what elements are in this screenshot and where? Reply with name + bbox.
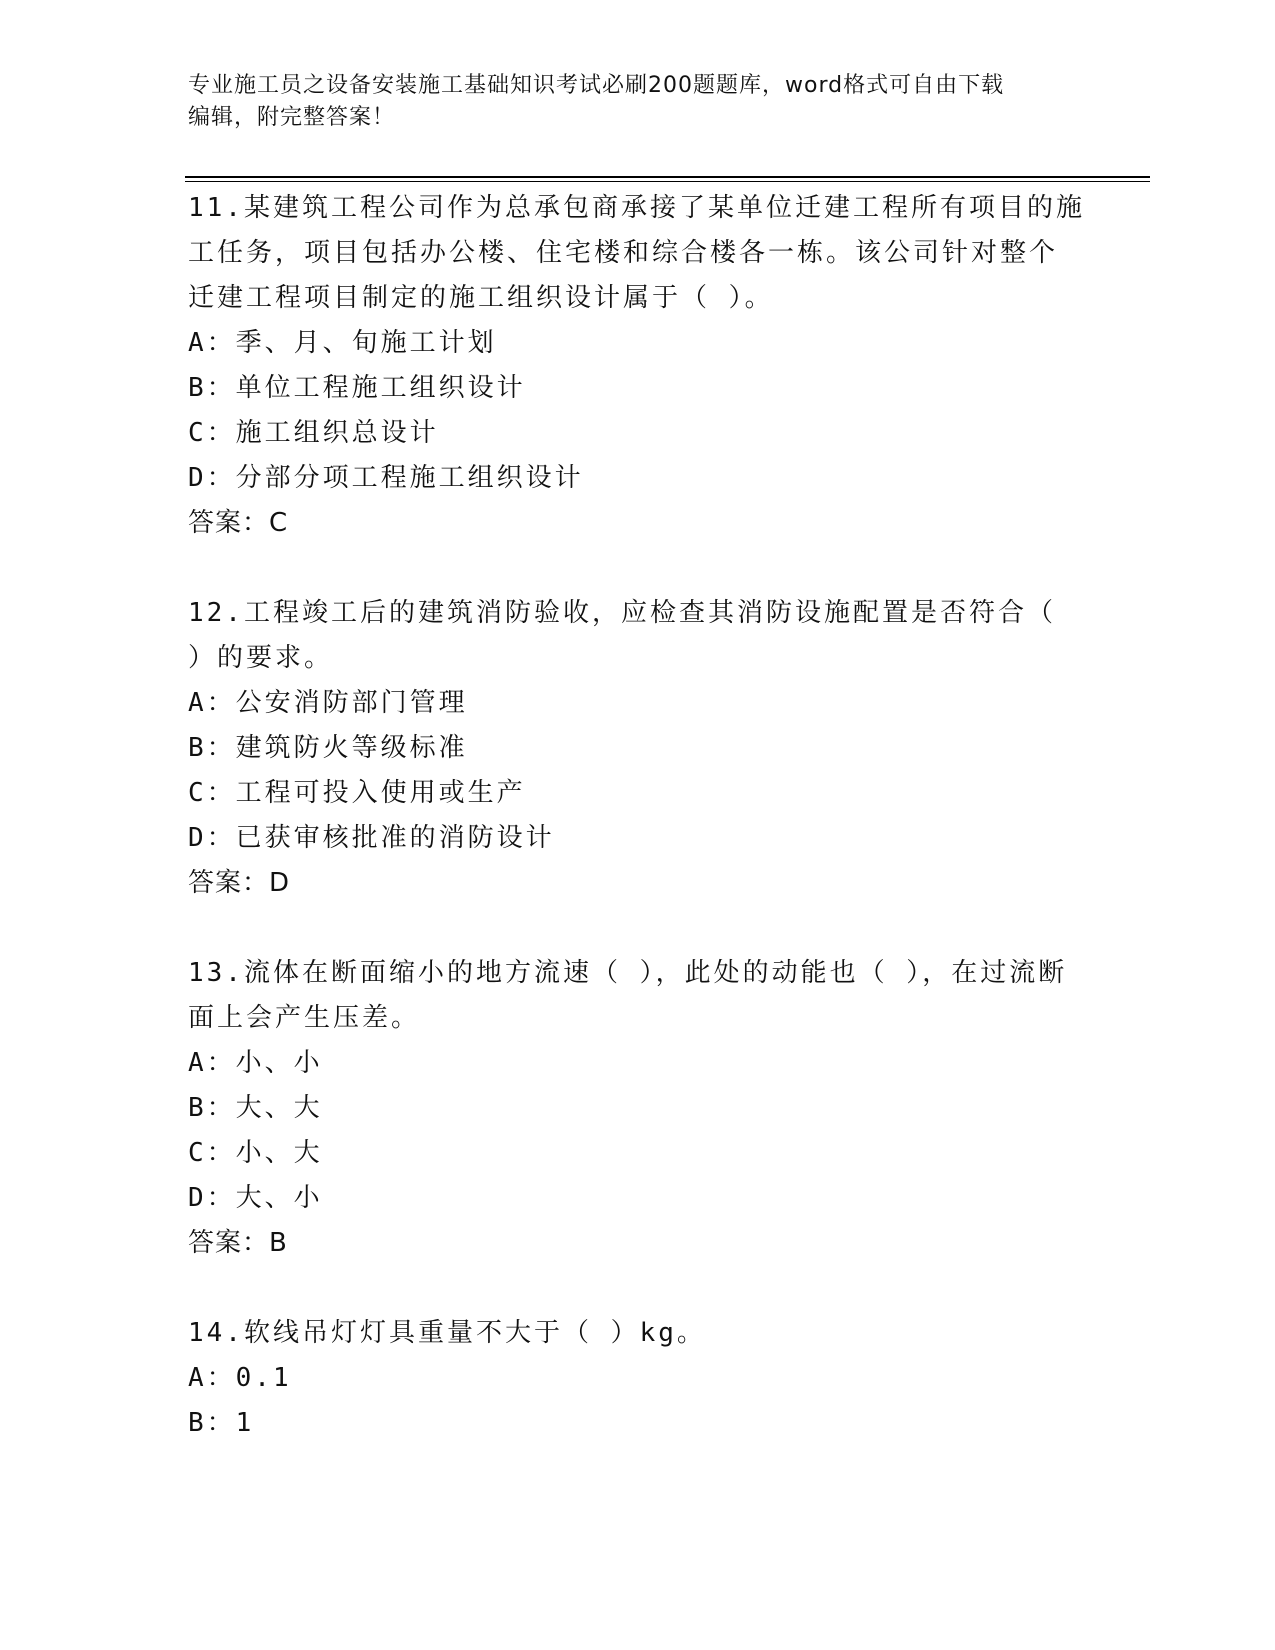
answer: 答案：B [188,1228,288,1258]
option-d: D：已获审核批准的消防设计 [188,823,555,853]
header-divider-thin [185,181,1150,182]
stem-line: 迁建工程项目制定的施工组织设计属于（ ）。 [188,283,774,313]
option-b: B：大、大 [188,1093,323,1123]
question-stem [188,186,1088,321]
option-a: A：小、小 [188,1048,323,1078]
question-12 [188,591,1088,906]
option-a: A：公安消防部门管理 [188,688,468,718]
stem-line: 工任务，项目包括办公楼、住宅楼和综合楼各一栋。该公司针对整个 [188,238,1059,268]
header-line-2: 编辑，附完整答案！ [188,105,396,130]
stem-line: 14.软线吊灯灯具重量不大于（ ）kg。 [188,1318,706,1348]
question-stem [188,1311,1088,1356]
option-b: B：1 [188,1408,255,1438]
question-13 [188,951,1088,1266]
option-a: A：季、月、旬施工计划 [188,328,497,358]
stem-line: 面上会产生压差。 [188,1003,421,1033]
option-b: B：单位工程施工组织设计 [188,373,526,403]
header-divider-thick [185,176,1150,178]
option-c: C：施工组织总设计 [188,418,439,448]
question-14 [188,1311,1088,1446]
question-list [188,186,1088,1491]
question-stem [188,951,1088,1041]
header-line-1: 专业施工员之设备安装施工基础知识考试必刷200题题库，word格式可自由下载 [188,73,1005,98]
answer: 答案：D [188,868,291,898]
option-c: C：小、大 [188,1138,323,1168]
question-stem [188,591,1088,681]
document-header [188,70,1068,134]
stem-line: 12.工程竣工后的建筑消防验收，应检查其消防设施配置是否符合（ [188,598,1056,628]
question-11 [188,186,1088,546]
answer: 答案：C [188,508,289,538]
stem-line: 11.某建筑工程公司作为总承包商承接了某单位迁建工程所有项目的施 [188,193,1085,223]
option-d: D：大、小 [188,1183,323,1213]
option-a: A：0.1 [188,1363,292,1393]
stem-line: 13.流体在断面缩小的地方流速（ ），此处的动能也（ ），在过流断 [188,958,1068,988]
option-b: B：建筑防火等级标准 [188,733,468,763]
option-c: C：工程可投入使用或生产 [188,778,526,808]
option-d: D：分部分项工程施工组织设计 [188,463,584,493]
stem-line: ）的要求。 [188,643,334,673]
